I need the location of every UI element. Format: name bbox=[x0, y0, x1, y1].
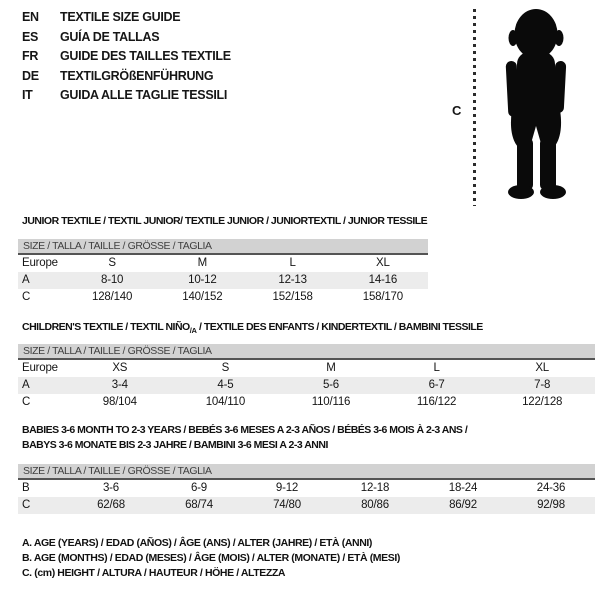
row-label: Europe bbox=[22, 257, 58, 269]
table-row-europe bbox=[18, 360, 595, 377]
lang-row-fr bbox=[22, 47, 231, 67]
table-cell: 7-8 bbox=[534, 379, 551, 391]
lang-title: TEXTILGRÖßENFÜHRUNG bbox=[60, 68, 214, 83]
language-title-list bbox=[22, 8, 231, 106]
height-measure-dotted-line bbox=[473, 9, 476, 206]
table-cell: 24-36 bbox=[536, 482, 566, 494]
lang-row-de bbox=[22, 67, 231, 87]
table-cell: 128/140 bbox=[92, 291, 133, 303]
lang-row-es bbox=[22, 28, 231, 48]
lang-title: GUÍA DE TALLAS bbox=[60, 29, 160, 44]
title-part: / TEXTILE DES ENFANTS / KINDERTEXTIL / BAMBINI TESSILE bbox=[196, 321, 483, 333]
lang-code: EN bbox=[22, 10, 39, 24]
row-label: B bbox=[22, 482, 30, 494]
row-label: A bbox=[22, 274, 30, 286]
lang-title: GUIDA ALLE TAGLIE TESSILI bbox=[60, 88, 228, 102]
table-cell: 3-6 bbox=[102, 482, 120, 494]
title-subscript: /A bbox=[189, 326, 197, 336]
row-label: Europe bbox=[22, 362, 58, 374]
table-cell: 12-13 bbox=[278, 274, 307, 286]
table-row-age bbox=[18, 377, 595, 394]
section-title-children bbox=[22, 320, 483, 338]
table-cell: 80/86 bbox=[361, 499, 389, 511]
table-row-europe bbox=[18, 255, 428, 272]
table-cell: 74/80 bbox=[273, 499, 301, 511]
height-measure-label: C bbox=[452, 103, 462, 118]
row-label: A bbox=[22, 379, 30, 391]
row-label: C bbox=[22, 291, 31, 303]
table-cell: 6-7 bbox=[428, 379, 445, 391]
table-cell: 98/104 bbox=[102, 396, 137, 408]
row-label: C bbox=[22, 396, 31, 408]
lang-title: GUIDE DES TAILLES TEXTILE bbox=[60, 49, 231, 63]
lang-title: TEXTILE SIZE GUIDE bbox=[60, 10, 181, 24]
lang-row-it bbox=[22, 86, 231, 106]
legend-footnotes bbox=[22, 536, 400, 582]
title-part: CHILDREN'S TEXTILE / TEXTIL NIÑO bbox=[22, 321, 190, 333]
table-cell: L bbox=[289, 257, 296, 269]
table-cell: 110/116 bbox=[311, 396, 351, 408]
lang-code: FR bbox=[22, 49, 39, 63]
table-row-age bbox=[18, 272, 428, 289]
table-cell: 10-12 bbox=[188, 274, 217, 286]
table-cell: 86/92 bbox=[449, 499, 477, 511]
table-cell: 68/74 bbox=[185, 499, 213, 511]
table-cell: 6-9 bbox=[190, 482, 208, 494]
footnote-age-months: B. AGE (MONTHS) / EDAD (MESES) / ÂGE (MOIS) / ALTER (MONATE) / ETÀ (MESI) bbox=[22, 552, 400, 565]
table-row-height bbox=[18, 497, 595, 514]
title-line-2: BABYS 3-6 MONATE BIS 2-3 JAHRE / BAMBINI 3-6 MESI A 2-3 ANNI bbox=[22, 439, 328, 451]
table-row-age-months bbox=[18, 480, 595, 497]
table-cell: 3-4 bbox=[111, 379, 128, 391]
table-cell: 116/122 bbox=[416, 396, 457, 408]
babies-size-table bbox=[18, 464, 595, 514]
table-cell: 9-12 bbox=[275, 482, 299, 494]
table-cell: XL bbox=[535, 362, 549, 374]
lang-code: DE bbox=[22, 68, 39, 83]
table-cell: 62/68 bbox=[97, 499, 125, 511]
junior-size-table bbox=[18, 239, 428, 306]
row-label: C bbox=[22, 499, 31, 511]
table-cell: 5-6 bbox=[322, 379, 339, 391]
footnote-age-years: A. AGE (YEARS) / EDAD (AÑOS) / ÂGE (ANS) / ALTER (JAHRE) / ETÀ (ANNI) bbox=[22, 537, 373, 549]
table-cell: S bbox=[108, 257, 116, 269]
table-row-height bbox=[18, 394, 595, 411]
lang-code: ES bbox=[22, 29, 39, 44]
table-cell: 92/98 bbox=[537, 499, 565, 511]
table-cell: 140/152 bbox=[182, 291, 223, 303]
size-header-bar: SIZE / TALLA / TAILLE / GRÖSSE / TAGLIA bbox=[18, 239, 428, 255]
table-row-height bbox=[18, 289, 428, 306]
table-cell: S bbox=[221, 362, 230, 374]
table-cell: 18-24 bbox=[448, 482, 478, 494]
table-cell: XS bbox=[112, 362, 128, 374]
table-cell: XL bbox=[376, 257, 390, 269]
table-cell: L bbox=[433, 362, 440, 374]
table-cell: 14-16 bbox=[368, 274, 398, 286]
size-header-bar: SIZE / TALLA / TAILLE / GRÖSSE / TAGLIA bbox=[18, 344, 595, 360]
size-header-bar: SIZE / TALLA / TAILLE / GRÖSSE / TAGLIA bbox=[18, 464, 595, 480]
table-cell: 12-18 bbox=[360, 482, 390, 494]
lang-row-en bbox=[22, 8, 231, 28]
table-cell: 158/170 bbox=[362, 291, 403, 303]
footnote-height: C. (cm) HEIGHT / ALTURA / HAUTEUR / HÖHE / ALTEZZA bbox=[22, 567, 286, 580]
section-title-junior: JUNIOR TEXTILE / TEXTIL JUNIOR/ TEXTILE JUNIOR / JUNIORTEXTIL / JUNIOR TESSILE bbox=[22, 215, 428, 227]
table-cell: 152/158 bbox=[272, 291, 313, 303]
table-cell: 122/128 bbox=[522, 396, 563, 408]
title-line-1: BABIES 3-6 MONTH TO 2-3 YEARS / BEBÉS 3-6 MESES A 2-3 AÑOS / BÉBÉS 3-6 MOIS À 2-3 ANS / bbox=[22, 424, 468, 436]
table-cell: 104/110 bbox=[205, 396, 246, 408]
section-title-babies bbox=[22, 423, 467, 453]
lang-code: IT bbox=[22, 88, 33, 102]
children-size-table bbox=[18, 344, 595, 411]
table-cell: M bbox=[197, 257, 208, 269]
table-cell: 4-5 bbox=[217, 379, 234, 391]
table-cell: 8-10 bbox=[101, 274, 124, 286]
table-cell: M bbox=[326, 362, 336, 374]
baby-silhouette-icon bbox=[483, 8, 589, 206]
